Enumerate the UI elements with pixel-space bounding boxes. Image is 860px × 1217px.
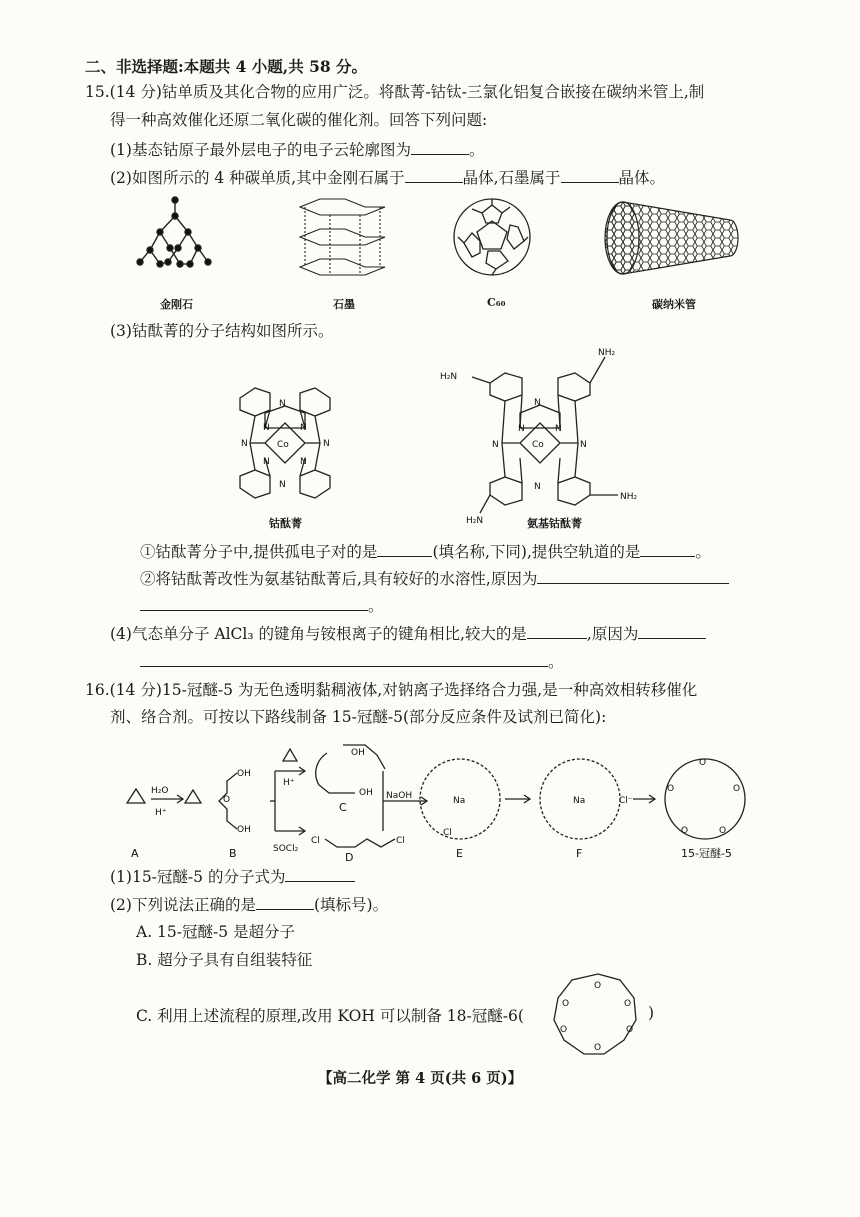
atom-n: N xyxy=(518,424,525,434)
q16-part2 xyxy=(110,893,388,916)
q15-part1-text: (1)基态钴原子最外层电子的电子云轮廓图为 xyxy=(110,141,411,159)
answer-blank[interactable] xyxy=(285,865,355,882)
compound-c xyxy=(316,753,355,793)
q15-part3-1-text-c: 。 xyxy=(695,543,711,561)
section-title: 二、非选择题:本题共 4 小题,共 58 分。 xyxy=(85,57,368,76)
q15-part3: (3)钴酞菁的分子结构如图所示。 xyxy=(110,322,334,340)
label-cobalt-phthalocyanine: 钴酞菁 xyxy=(269,517,302,530)
answer-blank[interactable] xyxy=(140,594,368,611)
label-c60: C₆₀ xyxy=(487,296,506,309)
atom-n: N xyxy=(279,480,286,490)
label-e: E xyxy=(456,847,463,860)
oxygen-label: O xyxy=(624,999,632,1009)
option-c[interactable]: C. 利用上述流程的原理,改用 KOH 可以制备 18-冠醚-6( xyxy=(136,1007,524,1025)
atom-n: N xyxy=(534,482,541,492)
label-a: A xyxy=(131,847,139,860)
q15-intro-line2: 得一种高效催化还原二氧化碳的催化剂。回答下列问题: xyxy=(110,111,488,129)
label-graphite: 石墨 xyxy=(333,298,355,311)
sodium-label: Na xyxy=(573,796,586,806)
oxygen-label: O xyxy=(223,795,231,805)
answer-blank[interactable] xyxy=(640,540,695,557)
label-nanotube: 碳纳米管 xyxy=(652,298,696,311)
chloride-ion-label: Cl⁻ xyxy=(619,796,633,806)
q15-part2-text-b: 晶体,石墨属于 xyxy=(462,169,561,187)
amino-group-label: H₂N xyxy=(440,372,458,382)
q15-part4-cont xyxy=(140,650,564,673)
answer-blank[interactable] xyxy=(561,166,619,183)
atom-co: Co xyxy=(277,440,289,450)
answer-blank[interactable] xyxy=(256,893,314,910)
q15-part4-end: 。 xyxy=(548,653,564,671)
atom-n: N xyxy=(263,423,270,433)
q15-part3-2-cont xyxy=(140,594,384,617)
atom-n: N xyxy=(580,440,587,450)
amino-group-label: NH₂ xyxy=(620,492,638,502)
atom-n: N xyxy=(492,440,499,450)
crown-ether-18-6-figure xyxy=(548,970,648,1060)
label-crown-ether: 15-冠醚-5 xyxy=(681,847,732,860)
label-d: D xyxy=(345,851,354,864)
amino-group-label: H₂N xyxy=(466,516,484,526)
q16-part1 xyxy=(110,865,355,888)
label-diamond: 金刚石 xyxy=(160,298,193,311)
q16-part2-text-b: (填标号)。 xyxy=(313,896,389,914)
answer-blank[interactable] xyxy=(638,622,706,639)
q16-part2-text-a: (2)下列说法正确的是 xyxy=(110,896,256,914)
q15-intro-line1: 15.(14 分)钴单质及其化合物的应用广泛。将酞菁-钴钛-三氯化铝复合嵌接在碳纳米管上,制 xyxy=(85,83,705,101)
reagent-acid: H⁺ xyxy=(155,808,167,818)
chloro-label: Cl xyxy=(396,836,405,846)
q15-part4-text-b: ,原因为 xyxy=(586,625,639,643)
reagent-thionyl-chloride: SOCl₂ xyxy=(273,844,299,854)
oxygen-label: O xyxy=(667,784,675,794)
option-c-close: ) xyxy=(648,1004,655,1022)
q15-part3-1-text-a: ①钴酞菁分子中,提供孤电子对的是 xyxy=(140,543,378,561)
answer-blank[interactable] xyxy=(537,567,729,584)
q16-intro-line2: 剂、络合剂。可按以下路线制备 15-冠醚-5(部分反应条件及试剂已简化): xyxy=(110,708,607,726)
hydroxyl-label: OH xyxy=(351,748,365,758)
atom-n: N xyxy=(555,424,562,434)
chloro-label: Cl xyxy=(311,836,320,846)
q15-part1 xyxy=(110,138,484,161)
q15-part2-text-a: (2)如图所示的 4 种碳单质,其中金刚石属于 xyxy=(110,169,405,187)
crown-ether-product xyxy=(665,759,745,839)
chloro-label: Cl xyxy=(443,828,452,838)
reagent-naoh: NaOH xyxy=(386,791,413,801)
atom-co: Co xyxy=(532,440,544,450)
q16-intro-line1: 16.(14 分)15-冠醚-5 为无色透明黏稠液体,对钠离子选择络合力强,是一种高效相转移催化 xyxy=(85,681,698,699)
atom-n: N xyxy=(534,398,541,408)
q15-part3-2-text: ②将钴酞菁改性为氨基钴酞菁后,具有较好的水溶性,原因为 xyxy=(140,570,538,588)
oxygen-label: O xyxy=(699,758,707,768)
answer-blank[interactable] xyxy=(405,166,463,183)
oxygen-label: O xyxy=(733,784,741,794)
epoxide-reagent xyxy=(185,790,201,803)
oxygen-label: O xyxy=(562,999,570,1009)
answer-blank[interactable] xyxy=(527,622,587,639)
oxygen-label: O xyxy=(594,981,602,991)
nanotube-structure-figure xyxy=(605,198,745,278)
c60-structure-figure xyxy=(450,195,535,280)
atom-n: N xyxy=(300,457,307,467)
q15-part3-2 xyxy=(140,567,729,590)
q15-part3-2-end: 。 xyxy=(368,597,384,615)
atom-n: N xyxy=(323,439,330,449)
crown-ether-synthesis-scheme xyxy=(115,735,765,865)
atom-n: N xyxy=(263,457,270,467)
q15-part3-1-text-b: (填名称,下同),提供空轨道的是 xyxy=(432,543,641,561)
diamond-structure-figure xyxy=(130,192,220,282)
q15-part1-end: 。 xyxy=(468,141,485,159)
amino-group-label: NH₂ xyxy=(598,348,616,358)
q15-part3-1 xyxy=(140,540,711,563)
oxygen-label: O xyxy=(594,1043,602,1053)
label-f: F xyxy=(576,847,583,860)
atom-n: N xyxy=(300,423,307,433)
epoxide-reagent xyxy=(283,749,297,761)
label-amino-cobalt-phthalocyanine: 氨基钴酞菁 xyxy=(527,517,582,530)
oxygen-label: O xyxy=(719,826,727,836)
q15-part4-text-a: (4)气态单分子 AlCl₃ 的键角与铵根离子的键角相比,较大的是 xyxy=(110,625,527,643)
label-b: B xyxy=(229,847,237,860)
option-b[interactable]: B. 超分子具有自组装特征 xyxy=(136,951,313,969)
atom-n: N xyxy=(241,439,248,449)
graphite-structure-figure xyxy=(290,195,390,285)
cobalt-phthalocyanine-figure xyxy=(210,378,360,508)
atom-n: N xyxy=(279,399,286,409)
epoxide-a xyxy=(127,789,145,803)
page-footer: 【高二化学 第 4 页(共 6 页)】 xyxy=(318,1070,523,1087)
oxygen-label: O xyxy=(560,1025,568,1035)
q15-part2 xyxy=(110,166,665,189)
reagent-water: H₂O xyxy=(151,786,169,796)
option-a[interactable]: A. 15-冠醚-5 是超分子 xyxy=(136,923,296,941)
oxygen-label: O xyxy=(681,826,689,836)
hydroxyl-label: OH xyxy=(359,788,373,798)
reagent-acid: H⁺ xyxy=(283,778,295,788)
oxygen-label: O xyxy=(626,1025,634,1035)
q15-part4 xyxy=(110,622,706,645)
label-c: C xyxy=(339,801,347,814)
answer-blank[interactable] xyxy=(140,650,548,667)
hydroxyl-label: OH xyxy=(237,769,251,779)
compound-d xyxy=(325,839,395,847)
sodium-label: Na xyxy=(453,796,466,806)
q15-part2-text-c: 晶体。 xyxy=(618,169,666,187)
answer-blank[interactable] xyxy=(377,540,432,557)
answer-blank[interactable] xyxy=(411,138,469,155)
hydroxyl-label: OH xyxy=(237,825,251,835)
q16-part1-text: (1)15-冠醚-5 的分子式为 xyxy=(110,868,286,886)
